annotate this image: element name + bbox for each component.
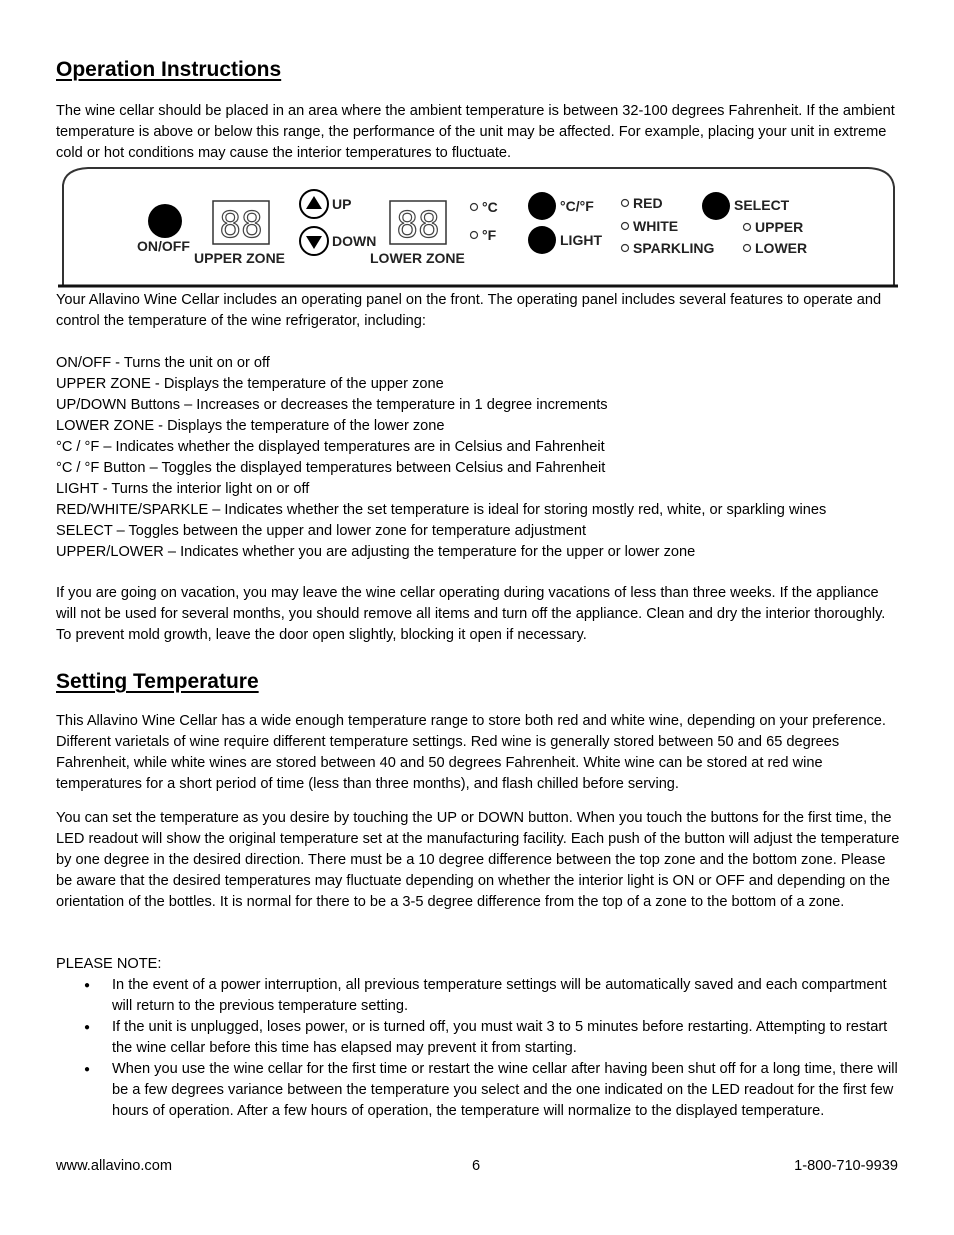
red-indicator-icon <box>622 200 629 207</box>
up-label: UP <box>332 196 352 212</box>
footer-page-number: 6 <box>472 1158 481 1174</box>
list-item: ● In the event of a power interruption, all previous temperature settings will be automatically saved and each compartment will return to the previous temperature setting. <box>84 977 887 1014</box>
bullet-icon: ● <box>84 1064 91 1075</box>
upper-label: UPPER <box>755 219 804 235</box>
lower-zone-label: LOWER ZONE <box>370 250 465 266</box>
list-item: UPPER ZONE - Displays the temperature of the upper zone <box>56 376 444 392</box>
list-item: LIGHT - Turns the interior light on or off <box>56 481 310 497</box>
svg-text:88: 88 <box>396 205 440 246</box>
list-item: °C / °F Button – Toggles the displayed temperatures between Celsius and Fahrenheit <box>56 460 606 476</box>
down-label: DOWN <box>332 233 377 249</box>
cf-button-label: °C/°F <box>560 198 594 214</box>
celsius-label: °C <box>482 199 498 215</box>
lower-indicator-icon <box>744 245 751 252</box>
feature-list <box>56 353 916 563</box>
select-button-icon <box>702 192 730 220</box>
list-item: LOWER ZONE - Displays the temperature of the lower zone <box>56 418 445 434</box>
list-item: RED/WHITE/SPARKLE – Indicates whether the set temperature is ideal for storing mostly red, white, or sparkling wines <box>56 502 827 518</box>
panel-description: Your Allavino Wine Cellar includes an operating panel on the front. The operating panel includes several features to operate and control the temperature of the wine refrigerator, including: <box>56 292 882 329</box>
note-label: PLEASE NOTE: <box>56 956 162 972</box>
sparkling-indicator-icon <box>622 245 629 252</box>
svg-text:88: 88 <box>219 205 263 246</box>
upper-zone-display <box>213 201 269 246</box>
vacation-paragraph: If you are going on vacation, you may leave the wine cellar operating during vacations of less than three weeks. If the appliance will not be used for several months, you should remove all items and turn off the appliance. Clean and dry the interior thoroughly. To prevent mold growth, leave the door open slightly, blocking it open if necessary. <box>56 585 886 643</box>
fahrenheit-label: °F <box>482 227 497 243</box>
list-item: UPPER/LOWER – Indicates whether you are adjusting the temperature for the upper or lower zone <box>56 544 696 560</box>
list-item: UP/DOWN Buttons – Increases or decreases the temperature in 1 degree increments <box>56 397 608 413</box>
white-label: WHITE <box>633 218 679 234</box>
on-off-label: ON/OFF <box>137 238 190 254</box>
footer-website: www.allavino.com <box>56 1158 172 1174</box>
celsius-indicator-icon <box>471 204 478 211</box>
list-item: ● When you use the wine cellar for the first time or restart the wine cellar after having been shut off for a long time, there will be a few degrees variance between the temperature you select and the one indicated on the LED readout for the first few hours of operation. After a few hours of operation, the temperature will normalize to the displayed temperature. <box>84 1061 898 1119</box>
red-label: RED <box>633 195 663 211</box>
select-label: SELECT <box>734 197 790 213</box>
temperature-range-paragraph: This Allavino Wine Cellar has a wide enough temperature range to store both red and white wine, depending on your preference. Different varietals of wine require different temperature settings. Red wine is generally stored between 50 and 65 degrees Fahrenheit, while white wines are stored between 40 and 50 degrees Fahrenheit. White wine can be stored at red wine temperatures for a short period of time (less than three months), and flash chilled before serving. <box>56 713 886 792</box>
bullet-icon: ● <box>84 1022 91 1033</box>
note-bullets <box>56 975 901 1122</box>
lower-label: LOWER <box>755 240 808 256</box>
list-item: °C / °F – Indicates whether the displayed temperatures are in Celsius and Fahrenheit <box>56 439 605 455</box>
setting-paragraph: You can set the temperature as you desire by touching the UP or DOWN button. When you touch the buttons for the first time, the LED readout will show the original temperature set at the manufacturing facility. Each push of the button will adjust the temperature by one degree in the desired direction. There must be a 10 degree difference between the top zone and the bottom zone. Please be aware that the desired temperatures may fluctuate depending on whether the interior light is ON or OFF and depending on the orientation of the bottles. It is normal for there to be a 3-5 degree difference from the top of a zone to the bottom of a zone. <box>56 810 900 910</box>
footer-phone: 1-800-710-9939 <box>794 1158 898 1174</box>
list-item: SELECT – Toggles between the upper and lower zone for temperature adjustment <box>56 523 587 539</box>
white-indicator-icon <box>622 223 629 230</box>
cf-button-icon <box>528 192 556 220</box>
control-panel-diagram <box>58 165 898 291</box>
lower-zone-display <box>390 201 446 246</box>
bullet-icon: ● <box>84 980 91 991</box>
section-title-setting-temperature: Setting Temperature <box>56 670 259 693</box>
list-item: ON/OFF - Turns the unit on or off <box>56 355 270 371</box>
light-label: LIGHT <box>560 232 602 248</box>
list-item: ● If the unit is unplugged, loses power, or is turned off, you must wait 3 to 5 minutes before restarting. Attempting to restart the wine cellar before this time has elapsed may prevent it from starting. <box>84 1019 888 1056</box>
section-title-operation: Operation Instructions <box>56 58 282 81</box>
sparkling-label: SPARKLING <box>633 240 715 256</box>
power-button-icon <box>148 204 182 238</box>
light-button-icon <box>528 226 556 254</box>
upper-indicator-icon <box>744 224 751 231</box>
upper-zone-label: UPPER ZONE <box>194 250 286 266</box>
intro-paragraph: The wine cellar should be placed in an area where the ambient temperature is between 32-100 degrees Fahrenheit. If the ambient temperature is above or below this range, the performance of the unit may be affected. For example, placing your unit in extreme cold or hot conditions may cause the interior temperatures to fluctuate. <box>56 103 895 161</box>
fahrenheit-indicator-icon <box>471 232 478 239</box>
